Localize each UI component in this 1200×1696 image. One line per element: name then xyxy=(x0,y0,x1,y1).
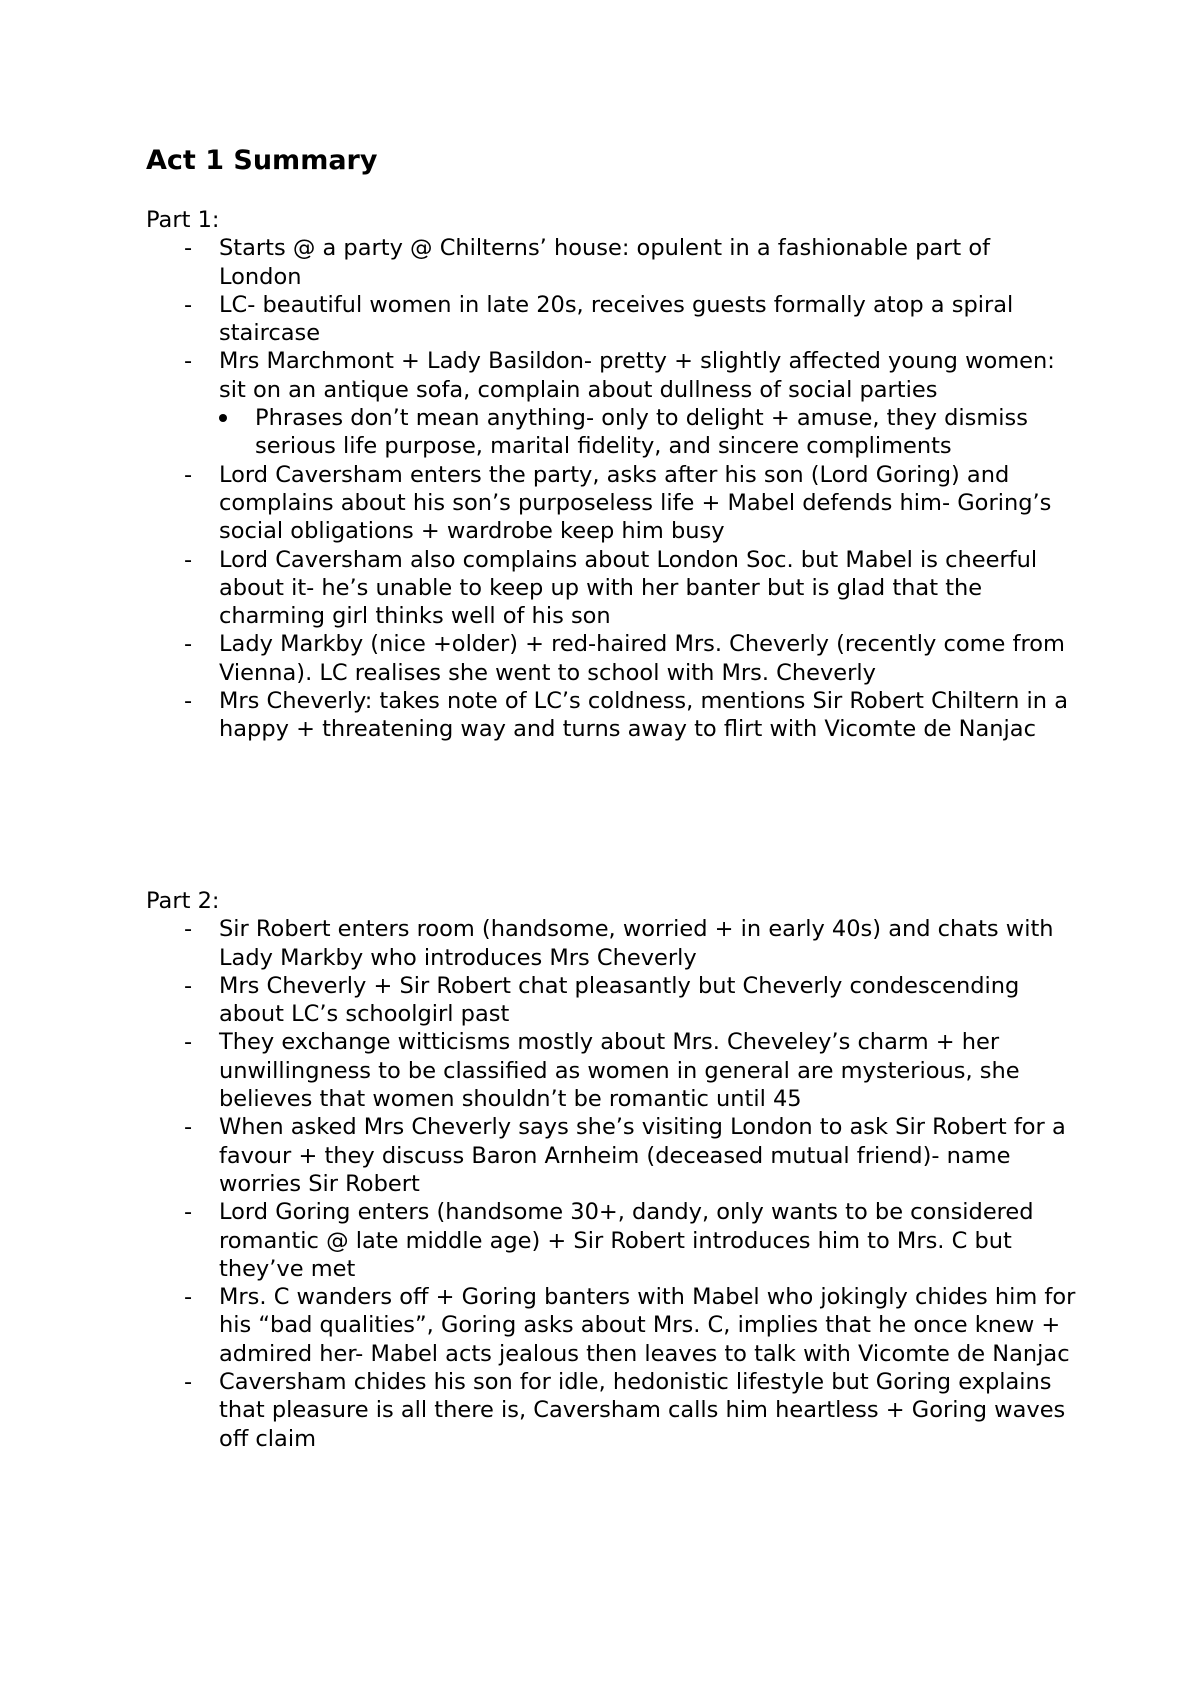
sub-list-item-text: Phrases don’t mean anything- only to delight + amuse, they dismiss serious life purpose, marital fidelity, and sincere compliments xyxy=(255,405,1028,460)
list-item-text: Mrs Cheverly + Sir Robert chat pleasantly but Cheverly condescending about LC’s schoolgirl past xyxy=(219,972,1020,1028)
list-item-text: Lord Caversham enters the party, asks after his son (Lord Goring) and complains about his son’s purposeless life + Mabel defends him- Goring’s social obligations + wardrobe keep him busy xyxy=(219,461,1052,545)
dash-marker: - xyxy=(184,916,193,943)
list-item xyxy=(146,1028,1076,1113)
dash-marker: - xyxy=(184,1199,193,1226)
list-item xyxy=(146,546,1076,631)
bullet-dot-icon xyxy=(219,414,227,422)
dash-marker: - xyxy=(184,1114,193,1141)
list-item-text: Lord Goring enters (handsome 30+, dandy, only wants to be considered romantic @ late middle age) + Sir Robert introduces him to Mrs. C but they’ve met xyxy=(219,1199,1034,1282)
list-item-text: They exchange witticisms mostly about Mrs. Cheveley’s charm + her unwillingness to be classified as women in general are mysterious, she believes that women shouldn’t be romantic until 45 xyxy=(219,1029,1020,1113)
part-1-list xyxy=(146,234,1076,743)
dash-marker: - xyxy=(184,1029,193,1056)
dash-marker: - xyxy=(184,1284,193,1311)
list-item-text: Lady Markby (nice +older) + red-haired Mrs. Cheverly (recently come from Vienna). LC realises she went to school with Mrs. Cheverly xyxy=(219,631,1065,686)
document-title: Act 1 Summary xyxy=(146,145,378,176)
list-item xyxy=(146,1198,1076,1283)
list-item-text: Mrs Marchmont + Lady Basildon- pretty + slightly affected young women: sit on an antique sofa, complain about dullness of social parties xyxy=(219,348,1055,403)
list-item-text: Mrs Cheverly: takes note of LC’s coldness, mentions Sir Robert Chiltern in a happy + threatening way and turns away to flirt with Vicomte de Nanjac xyxy=(219,688,1068,743)
dash-marker: - xyxy=(184,688,193,715)
sub-list xyxy=(219,404,1076,461)
part-2-label: Part 2: xyxy=(146,888,220,914)
list-item xyxy=(146,915,1076,972)
list-item xyxy=(146,1368,1076,1453)
part-1-label: Part 1: xyxy=(146,207,220,233)
list-item-text: Caversham chides his son for idle, hedonistic lifestyle but Goring explains that pleasure is all there is, Caversham calls him heartless + Goring waves off claim xyxy=(219,1369,1066,1452)
list-item xyxy=(146,1113,1076,1198)
list-item xyxy=(146,347,1076,460)
dash-marker: - xyxy=(184,348,193,375)
dash-marker: - xyxy=(184,235,193,262)
list-item-text: Starts @ a party @ Chilterns’ house: opulent in a fashionable part of London xyxy=(219,235,991,290)
list-item-text: When asked Mrs Cheverly says she’s visiting London to ask Sir Robert for a favour + they discuss Baron Arnheim (deceased mutual friend)- name worries Sir Robert xyxy=(219,1114,1066,1197)
list-item-text: LC- beautiful women in late 20s, receives guests formally atop a spiral staircase xyxy=(219,291,1014,347)
list-item xyxy=(146,1283,1076,1368)
part-2-section xyxy=(146,887,1076,1453)
dash-marker: - xyxy=(184,631,193,658)
list-item-text: Mrs. C wanders off + Goring banters with Mabel who jokingly chides him for his “bad qualities”, Goring asks about Mrs. C, implies that he once knew + admired her- Mabel acts jealous then leaves to talk with Vicomte de Nanjac xyxy=(219,1284,1076,1367)
list-item xyxy=(146,687,1076,744)
list-item xyxy=(146,291,1076,348)
part-2-list xyxy=(146,915,1076,1453)
list-item xyxy=(146,630,1076,687)
list-item xyxy=(146,972,1076,1029)
dash-marker: - xyxy=(184,546,193,573)
list-item xyxy=(146,461,1076,546)
list-item-text: Sir Robert enters room (handsome, worried + in early 40s) and chats with Lady Markby who introduces Mrs Cheverly xyxy=(219,916,1054,971)
dash-marker: - xyxy=(184,1369,193,1396)
dash-marker: - xyxy=(184,291,193,318)
list-item-text: Lord Caversham also complains about London Soc. but Mabel is cheerful about it- he’s unable to keep up with her banter but is glad that the charming girl thinks well of his son xyxy=(219,546,1038,630)
part-1-section xyxy=(146,206,1076,744)
dash-marker: - xyxy=(184,972,193,999)
dash-marker: - xyxy=(184,461,193,488)
sub-list-item xyxy=(219,404,1076,461)
list-item xyxy=(146,234,1076,291)
